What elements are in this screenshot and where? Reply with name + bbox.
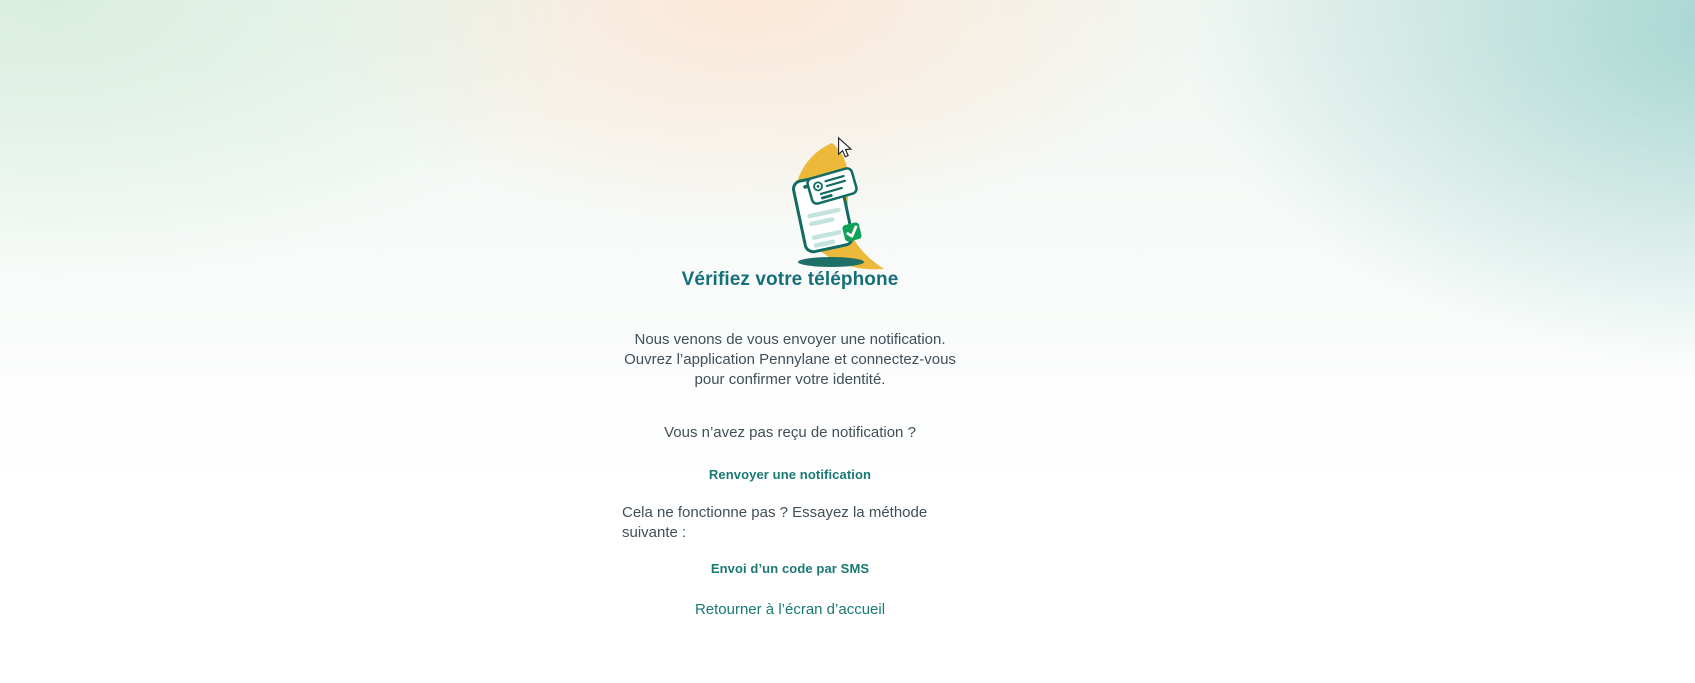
phone-verification-illustration [780,136,900,276]
fallback-method-paragraph [622,503,958,543]
resend-notification-link[interactable]: Renvoyer une notification [708,466,872,482]
back-to-home-link[interactable]: Retourner à l’écran d’accueil [694,600,886,618]
intro-line-3: pour confirmer votre identité. [694,370,886,388]
verify-content-column [460,0,1120,619]
intro-line-1: Nous venons de vous envoyer une notification. [634,330,946,348]
intro-line-2: Ouvrez l’application Pennylane et connectez-vous [624,350,956,368]
no-notification-question: Vous n’avez pas reçu de notification ? [664,423,916,441]
intro-paragraph [624,330,956,390]
page-title: Vérifiez votre téléphone [681,269,899,290]
phone-shadow [798,257,864,267]
send-sms-code-link[interactable]: Envoi d’un code par SMS [710,560,870,576]
phone-notification-illustration-svg [780,136,900,276]
fallback-line-2: suivante : [622,523,687,541]
fallback-line-1: Cela ne fonctionne pas ? Essayez la méthode [622,503,928,521]
